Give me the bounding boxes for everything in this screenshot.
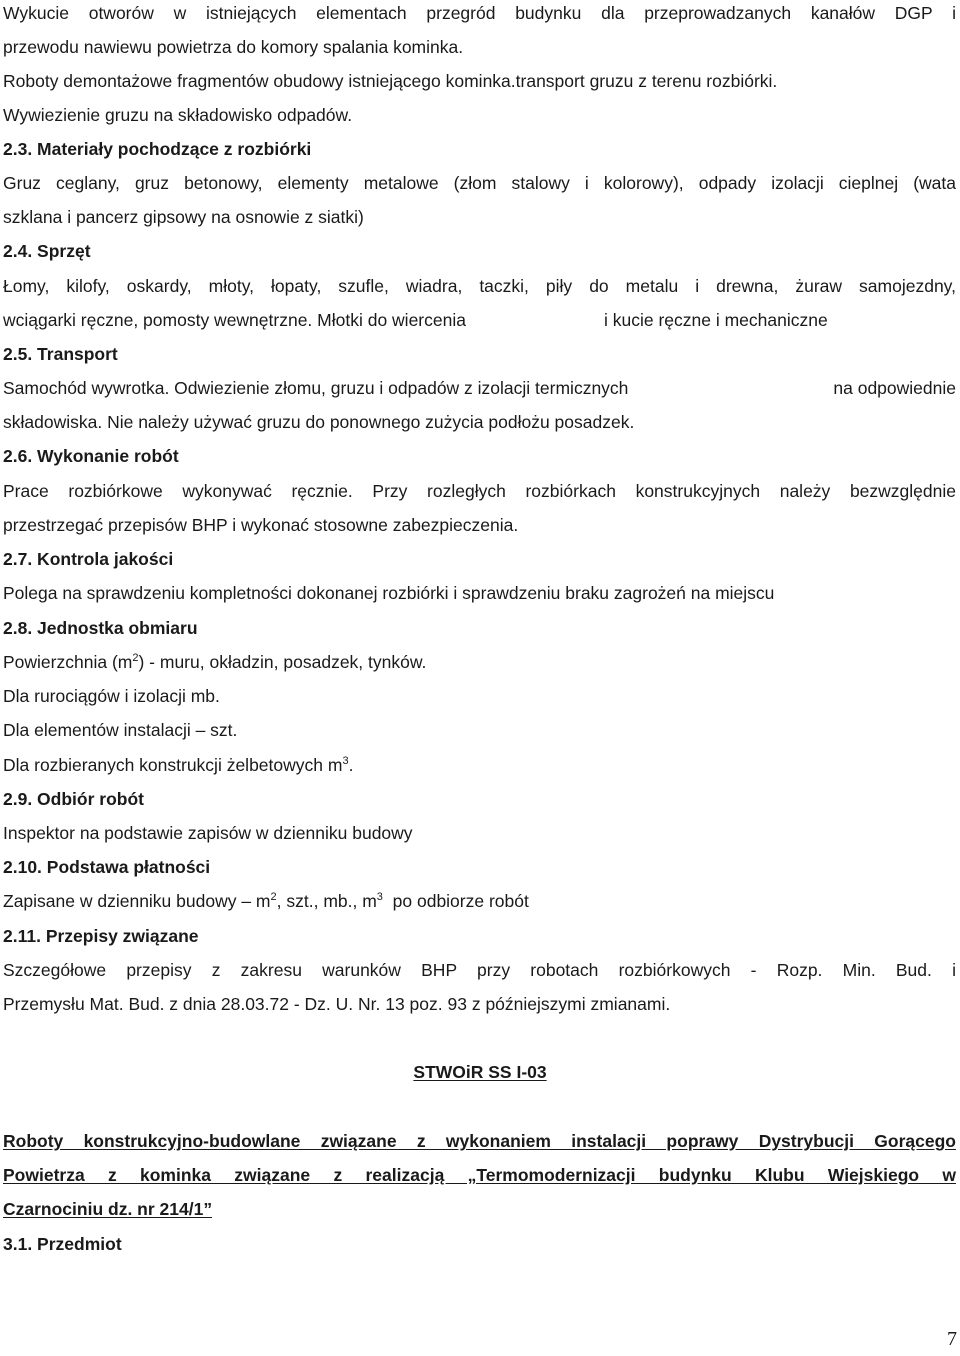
spec-title-line-3-text: Czarnociniu dz. nr 214/1”: [3, 1199, 213, 1219]
unit-text-line-1-post: ) - muru, okładzin, posadzek, tynków.: [138, 652, 427, 672]
section-heading-2-4: 2.4. Sprzęt: [3, 241, 91, 261]
page-number: 7: [947, 1328, 957, 1350]
section-heading-2-8: 2.8. Jednostka obmiaru: [3, 618, 198, 638]
section-heading-2-5: 2.5. Transport: [3, 344, 118, 364]
unit-text-line-1-sup: 2: [132, 652, 139, 664]
unit-text-line-1-pre: Powierzchnia (m: [3, 652, 133, 672]
transport-text-line-2: składowiska. Nie należy używać gruzu do ponownego zużycia podłożu posadzek.: [3, 412, 635, 432]
section-heading-2-7: 2.7. Kontrola jakości: [3, 549, 174, 569]
equipment-text-line-2-part-b: i kucie ręczne i mechaniczne: [604, 310, 828, 330]
spec-title-line-2-text: Powietrza z kominka związane z realizacją „Termomodernizacji budynku Klubu Wiejskiego w: [3, 1165, 956, 1185]
spec-code: [0, 1061, 960, 1083]
spec-title-line-2: [3, 1164, 956, 1186]
demolition-text-line-1: Wykucie otworów w istniejących elementach przegród budynku dla przeprowadzanych kanałów DGP i: [3, 3, 956, 23]
demolition-text-line-3: Roboty demontażowe fragmentów obudowy istniejącego kominka.transport gruzu z terenu rozbiórki.: [3, 71, 778, 91]
equipment-text-line-1: Łomy, kilofy, oskardy, młoty, łopaty, szufle, wiadra, taczki, piły do metalu i drewna, żuraw samojezdny,: [3, 276, 956, 296]
unit-text-line-4-post: .: [348, 755, 354, 775]
payment-text-sup-1: 2: [270, 891, 277, 903]
demolition-text-line-4: Wywiezienie gruzu na składowisko odpadów.: [3, 105, 353, 125]
spec-title-line-1-text: Roboty konstrukcyjno-budowlane związane z wykonaniem instalacji poprawy Dystrybucji Gorącego: [3, 1131, 956, 1151]
transport-text-line-1-part-a: Samochód wywrotka. Odwiezienie złomu, gruzu i odpadów z izolacji termicznych: [3, 378, 629, 398]
materials-text-line-2: szklana i pancerz gipsowy na osnowie z siatki): [3, 207, 364, 227]
materials-text-line-1: Gruz ceglany, gruz betonowy, elementy metalowe (złom stalowy i kolorowy), odpady izolacji cieplnej (wata: [3, 173, 956, 193]
equipment-text-line-2-part-a: wciągarki ręczne, pomosty wewnętrzne. Młotki do wiercenia: [3, 310, 466, 330]
execution-text-line-1: Prace rozbiórkowe wykonywać ręcznie. Przy rozległych rozbiórkach konstrukcyjnych należy bezwzględnie: [3, 481, 956, 501]
demolition-text-line-2: przewodu nawiewu powietrza do komory spalania kominka.: [3, 37, 464, 57]
section-heading-2-11: 2.11. Przepisy związane: [3, 926, 199, 946]
spec-title-line-3: [3, 1198, 956, 1220]
payment-text-line-1: [3, 890, 956, 912]
regulations-text-line-1: Szczegółowe przepisy z zakresu warunków BHP przy robotach rozbiórkowych - Rozp. Min. Bud. i: [3, 960, 956, 980]
payment-text-pre: Zapisane w dzienniku budowy – m: [3, 891, 271, 911]
section-heading-2-10: 2.10. Podstawa płatności: [3, 857, 211, 877]
unit-text-line-4-sup: 3: [342, 755, 349, 767]
unit-text-line-4-pre: Dla rozbieranych konstrukcji żelbetowych m: [3, 755, 343, 775]
payment-text-sup-2: 3: [376, 891, 383, 903]
unit-text-line-4: [3, 754, 956, 776]
section-heading-2-6: 2.6. Wykonanie robót: [3, 446, 179, 466]
section-heading-2-3: 2.3. Materiały pochodzące z rozbiórki: [3, 139, 312, 159]
unit-text-line-2: Dla rurociągów i izolacji mb.: [3, 686, 220, 706]
spec-code-text: STWOiR SS I-03: [413, 1062, 547, 1082]
transport-text-line-1-part-b: na odpowiednie: [833, 378, 956, 398]
unit-text-line-3: Dla elementów instalacji – szt.: [3, 720, 238, 740]
unit-text-line-1: [3, 651, 956, 673]
execution-text-line-2: przestrzegać przepisów BHP i wykonać stosowne zabezpieczenia.: [3, 515, 519, 535]
quality-text-line-1: Polega na sprawdzeniu kompletności dokonanej rozbiórki i sprawdzeniu braku zagrożeń na miejscu: [3, 583, 775, 603]
section-heading-3-1: 3.1. Przedmiot: [3, 1234, 122, 1254]
regulations-text-line-2: Przemysłu Mat. Bud. z dnia 28.03.72 - Dz. U. Nr. 13 poz. 93 z późniejszymi zmianami.: [3, 994, 671, 1014]
section-heading-2-9: 2.9. Odbiór robót: [3, 789, 144, 809]
payment-text-post: po odbiorze robót: [382, 891, 529, 911]
payment-text-mid: , szt., mb., m: [276, 891, 377, 911]
spec-title-line-1: [3, 1130, 956, 1152]
acceptance-text-line-1: Inspektor na podstawie zapisów w dzienniku budowy: [3, 823, 413, 843]
